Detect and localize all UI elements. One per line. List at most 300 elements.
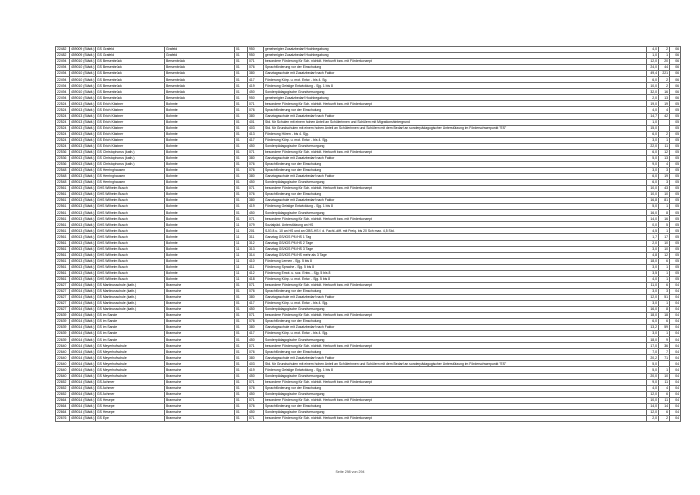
town-cell: Bersenbrück — [165, 89, 235, 95]
program-description-cell: Ganztagsschule mit Zusatzbedarf nach Faktor — [264, 198, 647, 204]
program-description-cell: Ganztagsschule mit Zusatzbedarf nach Faktor — [264, 113, 647, 119]
school-number-cell: 22664 — [56, 409, 70, 415]
town-cell: Bohmte — [165, 234, 235, 240]
authority-cell: 459013 (Städt.) — [71, 246, 95, 251]
count-cell: 6 — [659, 258, 670, 264]
district-cell: 04 — [670, 337, 681, 343]
hours-cell: 4,0 — [647, 107, 659, 113]
hours-cell: 5,0 — [647, 155, 659, 161]
district-cell: 04 — [670, 325, 681, 331]
district-cell: 05 — [670, 101, 681, 107]
program-description-cell: besondere Förderung für Sch. nichtdt. Herkunft bzw. mit Förderkonzept — [264, 397, 647, 403]
school-name-cell: GS Erich Kästner — [96, 113, 165, 119]
district-cell: 04 — [670, 319, 681, 325]
school-number-cell: 22494 — [56, 59, 70, 65]
district-cell: 05 — [670, 216, 681, 222]
district-cell: 06 — [670, 89, 681, 95]
town-cell: Bohmte — [165, 101, 235, 107]
count-cell: 1 — [659, 137, 670, 143]
program-code-cell: 450 — [248, 409, 264, 415]
authority-cell: 459013 (Städt.) — [71, 113, 95, 118]
hours-cell: 16,0 — [647, 307, 659, 313]
school-name-cell: GS Grafeld — [96, 47, 165, 53]
count-cell: 1 — [659, 300, 670, 306]
authority-cell: 459014 (Städt.) — [71, 349, 95, 354]
town-cell: Bohmte — [165, 161, 235, 167]
district-cell: 05 — [670, 125, 681, 131]
school-name-cell: GS Meyerhofschule — [96, 367, 165, 373]
school-name-cell: GS Martinusschule (kath.) — [96, 307, 165, 313]
school-number-cell: 22482 — [56, 47, 70, 53]
school-name-cell: GS Bersenbrück — [96, 95, 165, 101]
town-cell: Bohmte — [165, 252, 235, 258]
type-code-cell: 01 — [235, 415, 248, 421]
authority-cell: 459013 (Städt.) — [71, 156, 95, 161]
hours-cell: 12,0 — [647, 391, 659, 397]
hours-cell: 22,0 — [647, 143, 659, 149]
district-cell: 05 — [670, 258, 681, 264]
town-cell: Bramsche — [165, 385, 235, 391]
hours-cell: 3,0 — [647, 288, 659, 294]
town-cell: Bersenbrück — [165, 77, 235, 83]
count-cell: 13 — [659, 95, 670, 101]
type-code-cell: 11 — [235, 246, 248, 252]
district-cell: 05 — [670, 264, 681, 270]
town-cell: Bramsche — [165, 349, 235, 355]
authority-cell: 459013 (Städt.) — [71, 192, 95, 197]
town-cell: Bohmte — [165, 113, 235, 119]
school-name-cell: GS Erich Kästner — [96, 137, 165, 143]
school-number-cell: 22561 — [56, 192, 70, 198]
school-number-cell: 22524 — [56, 101, 70, 107]
hours-cell: 3,0 — [647, 137, 659, 143]
count-cell: 1 — [659, 228, 670, 234]
school-name-cell: GHS Wilhelm Busch — [96, 222, 165, 228]
hours-cell: 20,2 — [647, 355, 659, 361]
authority-cell: 459010 (Städt.) — [71, 77, 95, 82]
school-number-cell: 22640 — [56, 343, 70, 349]
town-cell: Bramsche — [165, 307, 235, 313]
type-code-cell: 01 — [235, 89, 248, 95]
count-cell: 1 — [659, 204, 670, 210]
authority-cell: 459014 (Städt.) — [71, 325, 95, 330]
hours-cell: 4,8 — [647, 252, 659, 258]
program-description-cell: Std. für Schulen mit einem hohen Anteil an Schülerinnen und Schülern mit Migrationshintergrund — [264, 119, 647, 125]
program-code-cell: 380 — [248, 71, 264, 77]
program-code-cell: 071 — [248, 343, 264, 349]
program-description-cell: Sprachförderung vor der Einschulung — [264, 385, 647, 391]
program-code-cell: 071 — [248, 186, 264, 192]
authority-cell: 459013 (Städt.) — [71, 234, 95, 239]
authority-cell: 459014 (Städt.) — [71, 373, 95, 378]
program-description-cell: Sprachförderung vor der Einschulung — [264, 167, 647, 173]
district-cell: 04 — [670, 391, 681, 397]
school-name-cell: GHS Wilhelm Busch — [96, 198, 165, 204]
count-cell: 17 — [659, 234, 670, 240]
authority-cell: 459013 (Städt.) — [71, 186, 95, 191]
count-cell: 10 — [659, 240, 670, 246]
district-cell: 06 — [670, 53, 681, 59]
program-description-cell: Sonderpädagogische Grundversorgung — [264, 210, 647, 216]
hours-cell: 11,0 — [647, 282, 659, 288]
authority-cell: 459013 (Städt.) — [71, 107, 95, 112]
school-number-cell: 22494 — [56, 71, 70, 77]
type-code-cell: 11 — [235, 258, 248, 264]
program-code-cell: 380 — [248, 294, 264, 300]
school-number-cell: 22676 — [56, 415, 70, 421]
school-name-cell: GHS Wilhelm Busch — [96, 264, 165, 270]
program-code-cell: 076 — [248, 161, 264, 167]
school-name-cell: GS Bersenbrück — [96, 65, 165, 71]
program-description-cell: besondere Förderung für Sch. nichtdt. Herkunft bzw. mit Förderkonzept — [264, 415, 647, 421]
program-code-cell: 071 — [248, 379, 264, 385]
count-cell: 14 — [659, 403, 670, 409]
authority-cell: 459014 (Städt.) — [71, 404, 95, 409]
town-cell: Bramsche — [165, 373, 235, 379]
count-cell: 8 — [659, 307, 670, 313]
type-code-cell: 01 — [235, 325, 248, 331]
town-cell: Bramsche — [165, 300, 235, 306]
district-cell: 04 — [670, 385, 681, 391]
type-code-cell: 01 — [235, 47, 248, 53]
district-cell: 04 — [670, 331, 681, 337]
authority-cell: 459013 (Städt.) — [71, 216, 95, 221]
school-name-cell: GS Grafeld — [96, 53, 165, 59]
school-number-cell: 22561 — [56, 252, 70, 258]
type-code-cell: 01 — [235, 192, 248, 198]
district-cell: 06 — [670, 65, 681, 71]
hours-cell: 10,0 — [647, 83, 659, 89]
program-code-cell: 071 — [248, 216, 264, 222]
authority-cell: 459014 (Städt.) — [71, 367, 95, 372]
count-cell: 18 — [659, 313, 670, 319]
program-description-cell: besondere Förderung für Sch. nichtdt. Herkunft bzw. mit Förderkonzept — [264, 282, 647, 288]
authority-cell: 459013 (Städt.) — [71, 210, 95, 215]
count-cell: 6 — [659, 282, 670, 288]
type-code-cell: 01 — [235, 125, 248, 131]
district-cell: 05 — [670, 161, 681, 167]
program-description-cell: besondere Förderung für Sch. nichtdt. Herkunft bzw. mit Förderkonzept — [264, 343, 647, 349]
district-cell: 05 — [670, 180, 681, 186]
authority-cell: 459014 (Städt.) — [71, 410, 95, 415]
type-code-cell: 11 — [235, 234, 248, 240]
school-name-cell: GS im Sande — [96, 337, 165, 343]
district-cell: 05 — [670, 252, 681, 258]
school-number-cell: 22627 — [56, 300, 70, 306]
school-number-cell: 22640 — [56, 361, 70, 367]
program-code-cell: 071 — [248, 313, 264, 319]
type-code-cell: 01 — [235, 294, 248, 300]
program-code-cell: 312 — [248, 240, 264, 246]
page-footer: Seite 298 von 294 — [335, 470, 365, 474]
town-cell: Bramsche — [165, 415, 235, 421]
program-code-cell: 071 — [248, 415, 264, 421]
program-description-cell: Sprachförderung vor der Einschulung — [264, 288, 647, 294]
school-name-cell: GHS Wilhelm Busch — [96, 192, 165, 198]
program-description-cell: Sonderpädagogische Grundversorgung — [264, 307, 647, 313]
program-description-cell: besondere Förderung für Sch. nichtdt. Herkunft bzw. mit Förderkonzept — [264, 149, 647, 155]
district-cell: 05 — [670, 119, 681, 125]
type-code-cell: 01 — [235, 186, 248, 192]
hours-cell: 3,0 — [647, 331, 659, 337]
school-number-cell: 22524 — [56, 119, 70, 125]
district-cell: 05 — [670, 143, 681, 149]
program-code-cell: 076 — [248, 385, 264, 391]
school-number-cell: 22627 — [56, 294, 70, 300]
count-cell: 1 — [659, 331, 670, 337]
program-code-cell: 450 — [248, 373, 264, 379]
authority-cell: 459014 (Städt.) — [71, 283, 95, 288]
hours-cell: 12,0 — [647, 409, 659, 415]
type-code-cell: 01 — [235, 216, 248, 222]
program-code-cell: 450 — [248, 210, 264, 216]
district-cell: 04 — [670, 409, 681, 415]
school-name-cell: GS Herringhausen — [96, 167, 165, 173]
town-cell: Bersenbrück — [165, 95, 235, 101]
hours-cell: 6,0 — [647, 180, 659, 186]
authority-cell: 459013 (Städt.) — [71, 144, 95, 149]
program-description-cell: Förderung Geistige Entwicklung - Sjg. 1 bis 8 — [264, 367, 647, 373]
program-code-cell: 417 — [248, 77, 264, 83]
program-description-cell: SJG 8 u. 10 an HS und an OBS-HS f. d. Fachl.-diff. mit Freiq. bis 20 Sch max. 4,5 Std. — [264, 228, 647, 234]
program-description-cell: Ganztagsschule mit Zusatzbedarf nach Faktor — [264, 155, 647, 161]
type-code-cell: 01 — [235, 385, 248, 391]
count-cell: 43 — [659, 186, 670, 192]
program-code-cell: 076 — [248, 349, 264, 355]
hours-cell: 2,0 — [647, 415, 659, 421]
school-number-cell: 22627 — [56, 288, 70, 294]
school-number-cell: 22561 — [56, 204, 70, 210]
school-number-cell: 22548 — [56, 167, 70, 173]
authority-cell: 459014 (Städt.) — [71, 379, 95, 384]
school-name-cell: GS Erich Kästner — [96, 101, 165, 107]
program-code-cell: 950 — [248, 47, 264, 53]
school-name-cell: GS Erich Kästner — [96, 131, 165, 137]
school-name-cell: GHS Wilhelm Busch — [96, 234, 165, 240]
authority-cell: 459013 (Städt.) — [71, 277, 95, 282]
school-number-cell: 22652 — [56, 391, 70, 397]
program-description-cell: Ganztagsschule mit Zusatzbedarf nach Faktor — [264, 71, 647, 77]
hours-cell: 3,0 — [647, 167, 659, 173]
program-description-cell: Sonderpädagogische Grundversorgung — [264, 391, 647, 397]
hours-cell: 4,0 — [647, 47, 659, 53]
school-name-cell: GS Christophorus (kath.) — [96, 155, 165, 161]
type-code-cell: 11 — [235, 252, 248, 258]
hours-cell: 6,0 — [647, 173, 659, 179]
program-code-cell: 071 — [248, 282, 264, 288]
school-number-cell: 22494 — [56, 65, 70, 71]
count-cell: 9 — [659, 337, 670, 343]
school-name-cell: GS Achmer — [96, 379, 165, 385]
district-cell: 05 — [670, 276, 681, 282]
school-number-cell: 22640 — [56, 367, 70, 373]
school-name-cell: GS Erich Kästner — [96, 119, 165, 125]
school-number-cell: 22494 — [56, 77, 70, 83]
school-name-cell: GS Christophorus (kath.) — [96, 161, 165, 167]
authority-cell: 459014 (Städt.) — [71, 295, 95, 300]
school-name-cell: GS Erich Kästner — [96, 125, 165, 131]
program-code-cell: 417 — [248, 137, 264, 143]
count-cell: 10 — [659, 246, 670, 252]
program-code-cell: 076 — [248, 319, 264, 325]
program-code-cell: 450 — [248, 180, 264, 186]
town-cell: Bramsche — [165, 337, 235, 343]
authority-cell: 459013 (Städt.) — [71, 101, 95, 106]
program-code-cell: 417 — [248, 331, 264, 337]
count-cell: 221 — [659, 71, 670, 77]
count-cell: 16 — [659, 216, 670, 222]
school-number-cell: 22561 — [56, 270, 70, 276]
count-cell: 81 — [659, 198, 670, 204]
school-name-cell: GHS Wilhelm Busch — [96, 270, 165, 276]
hours-cell: 10,0 — [647, 186, 659, 192]
program-description-cell: genehmigter Zusatzbedarf Hochbegabung — [264, 53, 647, 59]
school-number-cell: 22524 — [56, 131, 70, 137]
hours-cell: 5,0 — [647, 361, 659, 367]
hours-cell: 0,0 — [647, 222, 659, 228]
hours-cell: 1,0 — [647, 53, 659, 59]
program-description-cell: Förderung Körp. u. mot. Entw. - bis 4. Sg. — [264, 77, 647, 83]
authority-cell: 459009 (Städt.) — [71, 53, 95, 58]
district-cell: 04 — [670, 361, 681, 367]
school-name-cell: GS Herringhausen — [96, 173, 165, 179]
school-name-cell: GS Meyerhofschule — [96, 373, 165, 379]
program-description-cell: Sonderpädagogische Grundversorgung — [264, 337, 647, 343]
program-description-cell: Förderung Lernen - Sjg. 5 bis 8 — [264, 258, 647, 264]
program-description-cell: besondere Förderung für Sch. nichtdt. Herkunft bzw. mit Förderkonzept — [264, 216, 647, 222]
program-code-cell: 380 — [248, 155, 264, 161]
school-name-cell: GS Erich Kästner — [96, 143, 165, 149]
district-cell: 04 — [670, 373, 681, 379]
authority-cell: 459014 (Städt.) — [71, 313, 95, 318]
type-code-cell: 01 — [235, 59, 248, 65]
program-code-cell: 419 — [248, 367, 264, 373]
school-number-cell: 22548 — [56, 173, 70, 179]
authority-cell: 459010 (Städt.) — [71, 95, 95, 100]
type-code-cell: 11 — [235, 228, 248, 234]
hours-cell: 10,0 — [647, 192, 659, 198]
program-description-cell: Sonderpädagogische Grundversorgung — [264, 373, 647, 379]
town-cell: Bramsche — [165, 294, 235, 300]
type-code-cell: 01 — [235, 204, 248, 210]
program-description-cell: Sprachförderung vor der Einschulung — [264, 349, 647, 355]
district-cell: 05 — [670, 131, 681, 137]
town-cell: Bohmte — [165, 143, 235, 149]
town-cell: Bramsche — [165, 343, 235, 349]
town-cell: Bohmte — [165, 107, 235, 113]
hours-cell: 14,0 — [647, 403, 659, 409]
school-name-cell: GS im Sande — [96, 313, 165, 319]
district-cell: 05 — [670, 204, 681, 210]
program-code-cell: 201 — [248, 228, 264, 234]
program-description-cell: Förderung Körp. u. mot. Entw. - bis 4. Sjg. — [264, 300, 647, 306]
town-cell: Bohmte — [165, 198, 235, 204]
school-number-cell: 22561 — [56, 198, 70, 204]
program-description-cell: Ganztag GS/IGS Pfl./HS 3 Tage — [264, 246, 647, 252]
type-code-cell: 01 — [235, 373, 248, 379]
authority-cell: 459010 (Städt.) — [71, 71, 95, 76]
type-code-cell: 01 — [235, 113, 248, 119]
town-cell: Bohmte — [165, 276, 235, 282]
authority-cell: 459013 (Städt.) — [71, 162, 95, 167]
district-cell: 05 — [670, 186, 681, 192]
count-cell: 6 — [659, 319, 670, 325]
town-cell: Bramsche — [165, 288, 235, 294]
type-code-cell: 11 — [235, 276, 248, 282]
type-code-cell: 01 — [235, 397, 248, 403]
program-code-cell: 410 — [248, 258, 264, 264]
school-number-cell: 22639 — [56, 337, 70, 343]
town-cell: Bramsche — [165, 391, 235, 397]
school-number-cell: 22664 — [56, 403, 70, 409]
school-number-cell: 22524 — [56, 107, 70, 113]
table-row — [56, 415, 681, 421]
town-cell: Bohmte — [165, 210, 235, 216]
town-cell: Bersenbrück — [165, 65, 235, 71]
town-cell: Bohmte — [165, 137, 235, 143]
district-cell: 05 — [670, 246, 681, 252]
program-code-cell: 071 — [248, 149, 264, 155]
count-cell: 16 — [659, 89, 670, 95]
district-cell: 06 — [670, 83, 681, 89]
count-cell: 2 — [659, 77, 670, 83]
type-code-cell: 01 — [235, 403, 248, 409]
type-code-cell: 01 — [235, 161, 248, 167]
program-code-cell: 950 — [248, 95, 264, 101]
school-name-cell: GS Meyerhofschule — [96, 343, 165, 349]
type-code-cell: 01 — [235, 119, 248, 125]
authority-cell: 459013 (Städt.) — [71, 222, 95, 227]
authority-cell: 459010 (Städt.) — [71, 59, 95, 64]
town-cell: Bohmte — [165, 119, 235, 125]
authority-cell: 459014 (Städt.) — [71, 289, 95, 294]
school-name-cell: GS Bersenbrück — [96, 89, 165, 95]
program-code-cell: 419 — [248, 83, 264, 89]
count-cell: 44 — [659, 65, 670, 71]
program-code-cell: 418 — [248, 276, 264, 282]
town-cell: Bohmte — [165, 180, 235, 186]
school-number-cell: 22524 — [56, 137, 70, 143]
town-cell: Bramsche — [165, 403, 235, 409]
hours-cell: 6,0 — [647, 131, 659, 137]
authority-cell: 459013 (Städt.) — [71, 204, 95, 209]
town-cell: Bohmte — [165, 264, 235, 270]
count-cell: 1 — [659, 276, 670, 282]
count-cell: 3 — [659, 288, 670, 294]
school-number-cell: 22561 — [56, 276, 70, 282]
hours-cell: 18,0 — [647, 337, 659, 343]
count-cell: 13 — [659, 155, 670, 161]
district-cell: 05 — [670, 173, 681, 179]
hours-cell: 16,8 — [647, 198, 659, 204]
district-cell: 05 — [670, 149, 681, 155]
school-number-cell: 22639 — [56, 331, 70, 337]
district-cell: 05 — [670, 228, 681, 234]
hours-cell: 1,7 — [647, 234, 659, 240]
type-code-cell: 01 — [235, 167, 248, 173]
school-name-cell: GHS Wilhelm Busch — [96, 252, 165, 258]
type-code-cell: 01 — [235, 409, 248, 415]
program-code-cell: 450 — [248, 337, 264, 343]
school-name-cell: GHS Wilhelm Busch — [96, 240, 165, 246]
school-name-cell: GS im Sande — [96, 331, 165, 337]
school-number-cell: 22640 — [56, 349, 70, 355]
school-number-cell: 22536 — [56, 155, 70, 161]
school-number-cell: 22561 — [56, 234, 70, 240]
program-code-cell: 380 — [248, 355, 264, 361]
hours-cell: 3,0 — [647, 300, 659, 306]
town-cell: Bramsche — [165, 313, 235, 319]
